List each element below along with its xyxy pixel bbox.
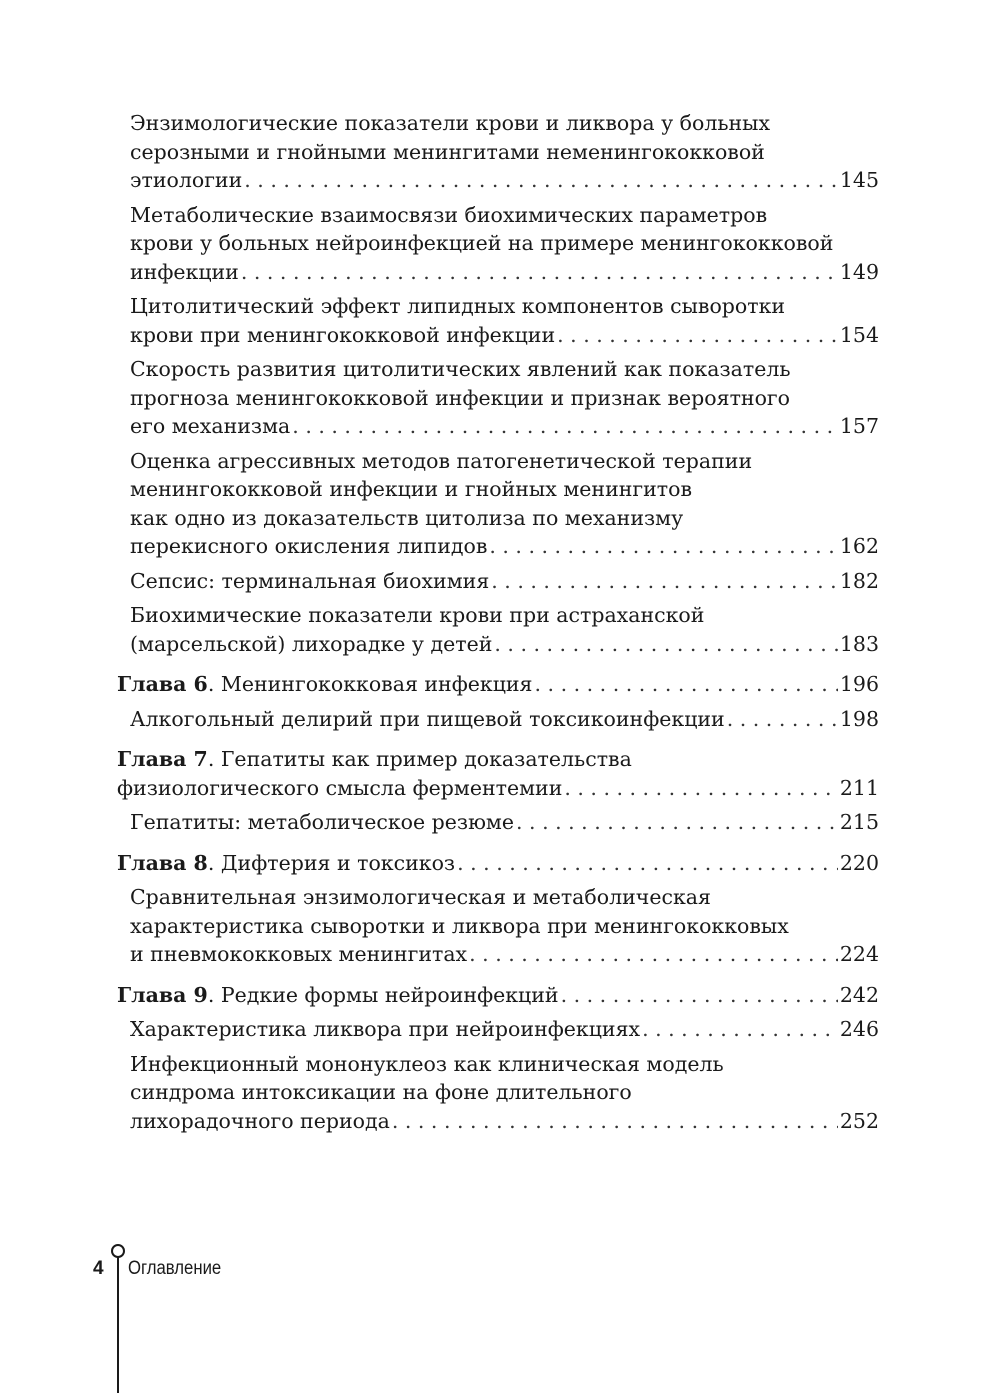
- toc-page-number: 145: [839, 168, 879, 192]
- chapter-title: . Менингококковая инфекция: [207, 672, 533, 696]
- dot-leader: [469, 940, 838, 969]
- toc-entry-text: Алкогольный делирий при пищевой токсикоинфекции: [130, 706, 725, 731]
- toc-page-number: 183: [839, 631, 879, 656]
- toc-entry-text: крови при менингококковой инфекции: [130, 322, 556, 347]
- footer-divider: [117, 1253, 119, 1393]
- toc-entry-text: и пневмококковых менингитах: [130, 942, 468, 966]
- toc-entry-text: перекисного окисления липидов: [130, 534, 488, 558]
- toc-chapter-entry[interactable]: [117, 849, 879, 878]
- toc-entry[interactable]: [117, 292, 879, 349]
- dot-leader: [489, 532, 838, 561]
- dot-leader: [564, 774, 838, 803]
- toc-entry[interactable]: [117, 1015, 879, 1044]
- dot-leader: [292, 412, 838, 441]
- toc-entry-text: характеристика сыворотки и ликвора при менингококковых: [130, 913, 789, 938]
- dot-leader: [642, 1015, 838, 1044]
- toc-entry-text: Сравнительная энзимологическая и метаболическая: [130, 885, 711, 909]
- toc-page-number: 154: [839, 322, 879, 347]
- footer-circle-ornament: [111, 1244, 125, 1258]
- toc-entry[interactable]: [117, 447, 879, 561]
- toc-entry-text: синдрома интоксикации на фоне длительного: [130, 1080, 632, 1104]
- footer-page-number: 4: [93, 1258, 104, 1279]
- toc-entry-text: Инфекционный мононуклеоз как клиническая модель: [130, 1051, 724, 1076]
- toc-entry-text: прогноза менингококковой инфекции и признак вероятного: [130, 385, 790, 410]
- toc-page-number: 198: [839, 706, 879, 731]
- toc-entry-text: лихорадочного периода: [130, 1108, 390, 1133]
- toc-page-number: 211: [839, 775, 879, 800]
- toc-entry-text: инфекции: [130, 259, 239, 284]
- chapter-label: Глава 7: [117, 747, 208, 771]
- toc-entry-text: Оценка агрессивных методов патогенетической терапии: [130, 448, 753, 473]
- toc-chapter-entry[interactable]: [117, 670, 879, 699]
- toc-entry[interactable]: [117, 355, 879, 441]
- toc-entry[interactable]: [117, 1050, 879, 1136]
- toc-entry[interactable]: [117, 705, 879, 734]
- toc-page-number: 157: [839, 414, 879, 438]
- toc-entry-text: серозными и гнойными менингитами неменингококковой: [130, 139, 765, 164]
- dot-leader: [491, 567, 838, 596]
- toc-chapter-entry[interactable]: [117, 981, 879, 1010]
- toc-entry[interactable]: [117, 567, 879, 596]
- toc-page-number: 162: [839, 534, 879, 558]
- dot-leader: [392, 1107, 838, 1136]
- toc-page-number: 182: [839, 568, 879, 593]
- toc-entry-text: Энзимологические показатели крови и ликвора у больных: [130, 111, 771, 135]
- dot-leader: [516, 808, 838, 837]
- toc-page-number: 196: [839, 672, 879, 696]
- toc-entry-text: как одно из доказательств цитолиза по механизму: [130, 505, 684, 530]
- chapter-title: . Дифтерия и токсикоз: [207, 850, 456, 875]
- toc-entry[interactable]: [117, 201, 879, 287]
- toc-page-number: 220: [839, 850, 879, 875]
- dot-leader: [244, 166, 838, 195]
- toc-entry[interactable]: [117, 109, 879, 195]
- toc-entry-text: его механизма: [130, 414, 291, 438]
- toc-entry-text: Характеристика ликвора при нейроинфекциях: [130, 1017, 641, 1041]
- toc-chapter-entry[interactable]: [117, 745, 879, 802]
- toc-page-number: 242: [839, 982, 879, 1007]
- chapter-label: Глава 8: [117, 850, 208, 875]
- toc-page-number: 224: [839, 942, 879, 966]
- toc-page-number: 246: [839, 1017, 879, 1041]
- toc-entry-text: Сепсис: терминальная биохимия: [130, 568, 490, 593]
- toc-entry-text: (марсельской) лихорадке у детей: [130, 631, 493, 656]
- toc-entry-text: Цитолитический эффект липидных компонентов сыворотки: [130, 294, 786, 318]
- dot-leader: [457, 849, 838, 878]
- toc-entry[interactable]: [117, 601, 879, 658]
- toc-page-number: 149: [839, 259, 879, 284]
- dot-leader: [557, 321, 838, 350]
- dot-leader: [494, 630, 837, 659]
- dot-leader: [535, 670, 838, 699]
- toc-entry[interactable]: [117, 808, 879, 837]
- toc-entry-text: Биохимические показатели крови при астраханской: [130, 603, 705, 627]
- toc-entry-text: этиологии: [130, 168, 243, 192]
- dot-leader: [241, 258, 838, 287]
- toc-entry-text: крови у больных нейроинфекцией на примере менингококковой: [130, 231, 834, 255]
- chapter-title: физиологического смысла ферментемии: [117, 775, 563, 800]
- chapter-label: Глава 6: [117, 672, 208, 696]
- toc-entry-text: менингококковой инфекции и гнойных менингитов: [130, 477, 693, 501]
- chapter-label: Глава 9: [117, 982, 208, 1007]
- footer-section-title: Оглавление: [128, 1258, 222, 1279]
- toc-page-number: 215: [839, 810, 879, 834]
- chapter-title: . Редкие формы нейроинфекций: [207, 982, 559, 1007]
- chapter-title: . Гепатиты как пример доказательства: [207, 747, 632, 771]
- toc-entry-text: Гепатиты: метаболическое резюме: [130, 810, 515, 834]
- table-of-contents: [117, 109, 879, 1141]
- toc-entry-text: Скорость развития цитолитических явлений как показатель: [130, 357, 791, 381]
- toc-entry-text: Метаболические взаимосвязи биохимических параметров: [130, 202, 768, 227]
- dot-leader: [727, 705, 838, 734]
- dot-leader: [561, 981, 838, 1010]
- toc-entry[interactable]: [117, 883, 879, 969]
- toc-page-number: 252: [839, 1108, 879, 1133]
